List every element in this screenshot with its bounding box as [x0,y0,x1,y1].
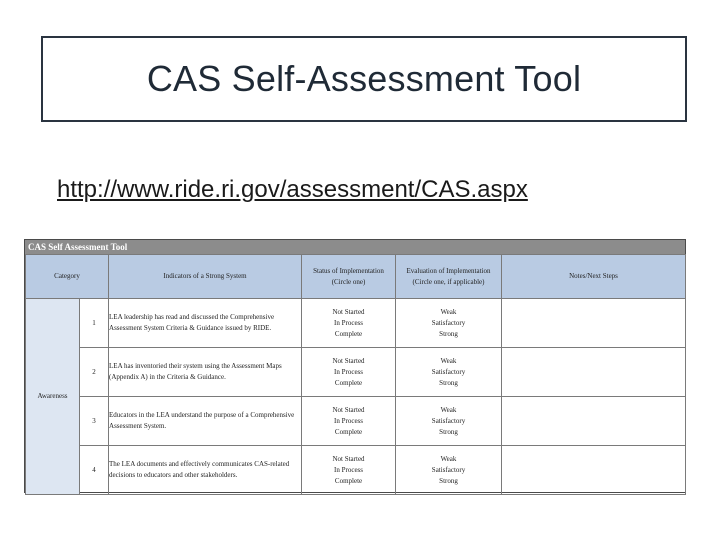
sheet-title: CAS Self Assessment Tool [25,240,685,254]
evaluation-option: Strong [439,476,458,485]
header-notes: Notes/Next Steps [502,255,686,299]
evaluation-options [396,446,502,495]
evaluation-option: Strong [439,378,458,387]
evaluation-option: Weak [440,356,457,365]
status-option: Not Started [332,356,365,365]
table-header-row [26,255,686,299]
header-evaluation-line1: Evaluation of Implementation [406,266,491,275]
table-row [26,348,686,397]
evaluation-option: Satisfactory [431,367,466,376]
notes-cell [502,348,686,397]
cas-url-link[interactable]: http://www.ride.ri.gov/assessment/CAS.aspx [57,176,528,203]
evaluation-option: Weak [440,307,457,316]
indicator-text: Educators in the LEA understand the purpose of a Comprehensive Assessment System. [109,397,302,446]
indicator-text: LEA has inventoried their system using the Assessment Maps (Appendix A) in the Criteria & Guidance. [109,348,302,397]
indicator-text: The LEA documents and effectively communicates CAS-related decisions to educators and other stakeholders. [109,446,302,495]
status-option: In Process [334,465,363,474]
table-row [26,397,686,446]
status-option: Complete [334,378,363,387]
evaluation-option: Satisfactory [431,465,466,474]
evaluation-options [396,299,502,348]
notes-cell [502,446,686,495]
status-option: Complete [334,427,363,436]
status-option: Complete [334,329,363,338]
table-row [26,299,686,348]
status-options [302,397,396,446]
evaluation-option: Strong [439,427,458,436]
header-category: Category [26,255,109,299]
cas-spreadsheet-image [24,239,686,493]
evaluation-options [396,397,502,446]
header-evaluation [396,255,502,299]
status-option: In Process [334,367,363,376]
status-options [302,299,396,348]
row-number: 3 [80,397,109,446]
notes-cell [502,397,686,446]
header-status [302,255,396,299]
status-options [302,348,396,397]
evaluation-options [396,348,502,397]
row-number: 2 [80,348,109,397]
evaluation-option: Weak [440,454,457,463]
evaluation-option: Weak [440,405,457,414]
category-awareness: Awareness [26,299,80,495]
status-option: Not Started [332,454,365,463]
notes-cell [502,299,686,348]
slide-title-box [41,36,687,122]
cas-table [25,254,686,495]
row-number: 1 [80,299,109,348]
status-option: Complete [334,476,363,485]
evaluation-option: Satisfactory [431,416,466,425]
evaluation-option: Satisfactory [431,318,466,327]
evaluation-option: Strong [439,329,458,338]
status-options [302,446,396,495]
status-option: In Process [334,318,363,327]
indicator-text: LEA leadership has read and discussed the Comprehensive Assessment System Criteria & Guidance issued by RIDE. [109,299,302,348]
header-indicators: Indicators of a Strong System [109,255,302,299]
header-evaluation-line2: (Circle one, if applicable) [412,277,485,286]
header-status-line2: (Circle one) [331,277,366,286]
header-status-line1: Status of Implementation [313,266,384,275]
row-number: 4 [80,446,109,495]
slide-title: CAS Self-Assessment Tool [146,58,582,99]
status-option: Not Started [332,307,365,316]
status-option: Not Started [332,405,365,414]
table-row [26,446,686,495]
status-option: In Process [334,416,363,425]
